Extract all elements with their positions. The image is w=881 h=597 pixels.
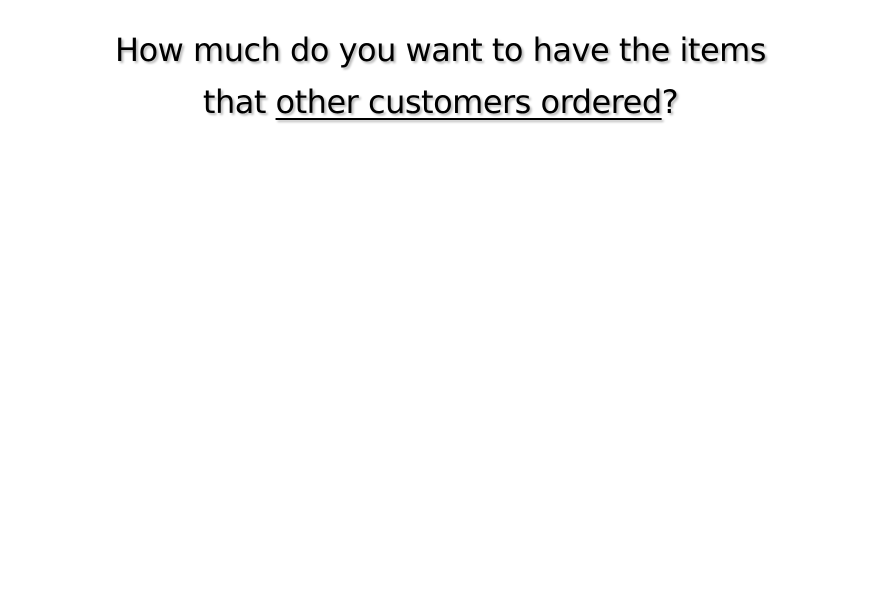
title-question-mark: ? (661, 83, 679, 121)
title-line-1: How much do you want to have the items (115, 31, 766, 69)
title-line-2 (0, 76, 881, 128)
title-line-2-prefix: that (202, 83, 276, 121)
title-emphasis-underlined: other customers ordered (275, 83, 662, 121)
slide-title (0, 24, 881, 128)
